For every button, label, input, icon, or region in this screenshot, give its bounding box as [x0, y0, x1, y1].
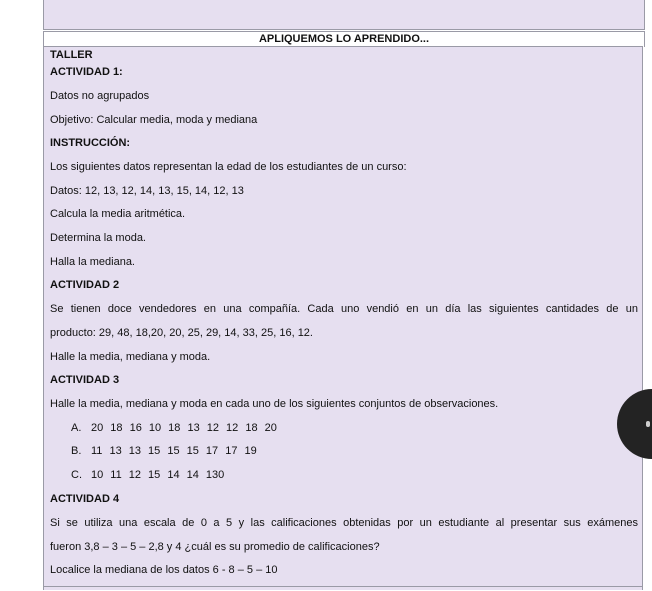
activity-4-title: ACTIVIDAD 4 [50, 493, 120, 505]
list-item [71, 422, 277, 434]
section-title: APLIQUEMOS LO APRENDIDO... [258, 33, 430, 45]
activity-4-text-line1: Si se utiliza una escala de 0 a 5 y las calificaciones obtenidas por un estudiante al presentar sus exámenes [50, 517, 638, 529]
question-mode: Determina la moda. [50, 232, 146, 244]
question-median: Halla la mediana. [50, 256, 135, 268]
activity-1-title: ACTIVIDAD 1: [50, 66, 123, 78]
activity-3-title: ACTIVIDAD 3 [50, 374, 120, 386]
list-item-values: 10 11 12 15 14 14 130 [91, 469, 225, 481]
instruction-text: Los siguientes datos representan la edad de los estudiantes de un curso: [50, 161, 407, 173]
list-item-letter: A. [71, 422, 82, 434]
list-item-letter: C. [71, 469, 82, 481]
handle-grip-icon [646, 421, 650, 427]
list-item-values: 20 18 16 10 18 13 12 12 18 20 [91, 422, 277, 434]
section-header [43, 31, 645, 47]
activity-1-objective: Objetivo: Calcular media, moda y mediana [50, 114, 258, 126]
activity-4-question: Localice la mediana de los datos 6 - 8 – 5 – 10 [50, 564, 278, 576]
bottom-table-border [43, 586, 643, 591]
activity-2-title: ACTIVIDAD 2 [50, 279, 120, 291]
activity-2-text-line2: producto: 29, 48, 18,20, 20, 25, 29, 14, 33, 25, 16, 12. [50, 327, 313, 339]
activity-1-subtitle: Datos no agrupados [50, 90, 150, 102]
list-item [71, 469, 224, 481]
list-item [71, 445, 257, 457]
top-table-band [43, 0, 645, 30]
taller-label: TALLER [50, 49, 93, 61]
instruction-title: INSTRUCCIÓN: [50, 137, 131, 149]
question-mean: Calcula la media aritmética. [50, 208, 186, 220]
activity-2-question: Halle la media, mediana y moda. [50, 351, 211, 363]
list-item-letter: B. [71, 445, 82, 457]
worksheet-body [43, 46, 643, 590]
activity-4-text-line2: fueron 3,8 – 3 – 5 – 2,8 y 4 ¿cuál es su promedio de calificaciones? [50, 541, 380, 553]
activity-2-text-line1: Se tienen doce vendedores en una compañía. Cada uno vendió en un día las siguientes cantidades de un [50, 303, 638, 315]
data-values: Datos: 12, 13, 12, 14, 13, 15, 14, 12, 13 [50, 185, 244, 197]
activity-3-text: Halle la media, mediana y moda en cada uno de los siguientes conjuntos de observaciones. [50, 398, 499, 410]
list-item-values: 11 13 13 15 15 15 17 17 19 [91, 445, 257, 457]
